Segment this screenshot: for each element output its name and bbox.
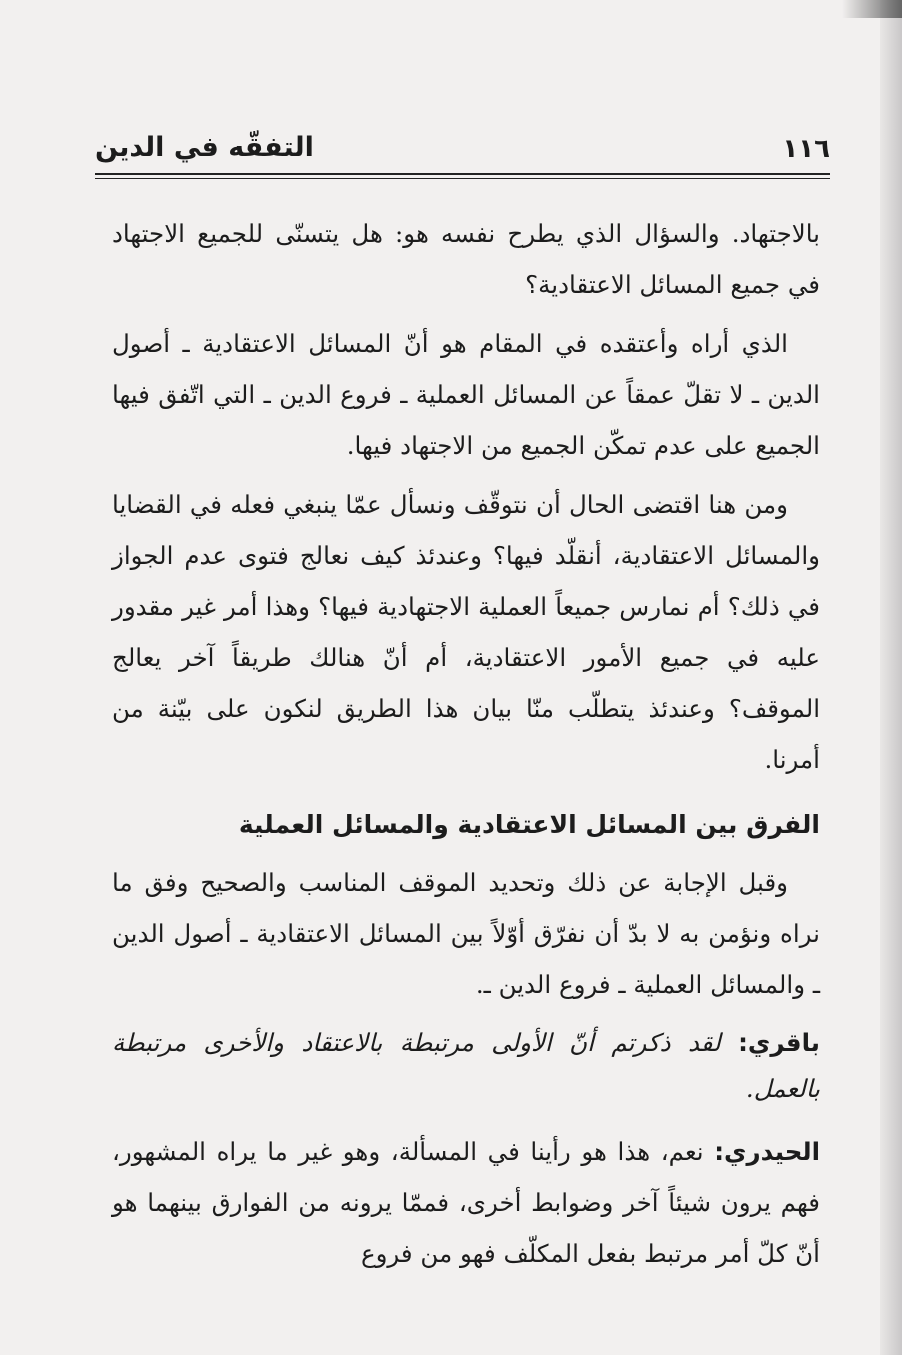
page-number: ١١٦ [782, 134, 830, 164]
header-rule [95, 173, 830, 179]
speaker-name: الحيدري: [714, 1137, 820, 1166]
dialogue-question [112, 1020, 820, 1112]
book-title: التفقّه في الدين [95, 132, 314, 163]
running-head [95, 128, 830, 168]
answer-text: نعم، هذا هو رأينا في المسألة، وهو غير ما يراه المشهور، فهم يرون شيئاً آخر وضوابط أخرى، فممّا يرونه من الفوارق بينهما هو أنّ كلّ أمر مرتبط بفعل المكلّف فهو من فروع [112, 1137, 820, 1268]
dialogue-answer [112, 1126, 820, 1279]
paragraph-3: ومن هنا اقتضى الحال أن نتوقّف ونسأل عمّا ينبغي فعله في القضايا والمسائل الاعتقادية، أنقلّد فيها؟ وعندئذ كيف نعالج فتوى عدم الجواز في ذلك؟ أم نمارس جميعاً العملية الاجتهادية فيها؟ وهذا أمر غير مقدور عليه في جميع الأمور الاعتقادية، أم أنّ هنالك طريقاً آخر يعالج الموقف؟ وعندئذ يتطلّب منّا بيان هذا الطريق لنكون على بيّنة من أمرنا. [112, 490, 820, 774]
page-body [112, 208, 820, 1279]
paragraph-4: وقبل الإجابة عن ذلك وتحديد الموقف المناسب والصحيح وفق ما نراه ونؤمن به لا بدّ أن نفرّق أوّلاً بين المسائل الاعتقادية ـ أصول الدين ـ والمسائل العملية ـ فروع الدين ـ. [112, 868, 820, 999]
paragraph-2: الذي أراه وأعتقده في المقام هو أنّ المسائل الاعتقادية ـ أصول الدين ـ لا تقلّ عمقاً عن المسائل العملية ـ فروع الدين ـ التي اتّفق فيها الجميع على عدم تمكّن الجميع من الاجتهاد فيها. [112, 329, 820, 460]
question-text: لقد ذكرتم أنّ الأولى مرتبطة بالاعتقاد والأخرى مرتبطة بالعمل. [112, 1028, 820, 1103]
paragraph-1: بالاجتهاد. والسؤال الذي يطرح نفسه هو: هل يتسنّى للجميع الاجتهاد في جميع المسائل الاعتقادية؟ [112, 219, 820, 299]
section-heading: الفرق بين المسائل الاعتقادية والمسائل العملية [238, 810, 820, 839]
speaker-name: باقري: [738, 1028, 820, 1057]
corner-shadow [842, 0, 902, 18]
page-edge [880, 0, 902, 1355]
